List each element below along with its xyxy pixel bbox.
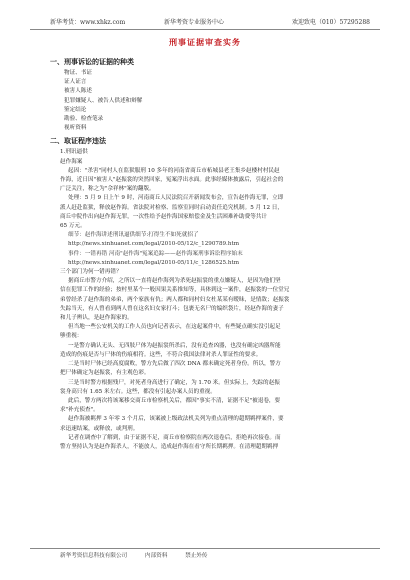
text-line: 起因："杀害"同村人在监狱服刑 10 多年的河南省商丘市柘城县老王集乡赵楼村村民赵 — [68, 167, 280, 174]
evidence-type-item: 证人证言 — [64, 79, 87, 86]
footer-divider — [30, 548, 380, 549]
text-line: 三是当时警方根据残尸，对死者身高进行了确定，为 1.70 米。但实际上，失踪的赵振 — [68, 379, 280, 386]
text-line: 失踪当天，有人曾看到两人曾在这名妇女家打斗；包裹无名尸的编织袋片，经赵作海的妻子 — [60, 305, 284, 312]
header-divider — [30, 29, 380, 30]
page-header — [24, 14, 386, 28]
text-line: 作海，近日因"被害人"赵振裳的突然回家，冤案浮出水面。此事经媒体披露后，引起社会的 — [60, 177, 284, 184]
reference-link-line: 细节：赵作海讲述刑讯逼供细节:打得生不如死就招了 — [68, 232, 199, 239]
text-line: 但当地一些公安机关的工作人员也向记者表示，在这起案件中，有些疑点确实没引起足 — [68, 324, 281, 331]
document-body — [50, 54, 380, 452]
case-analysis — [60, 277, 380, 452]
evidence-type-item: 勘验、检查笔录 — [64, 116, 104, 123]
subsection-heading: 1.刑讯逼供 — [60, 149, 88, 156]
evidence-type-item: 犯罪嫌疑人、被告人供述和辩解 — [64, 97, 143, 104]
evidence-type-item: 被害人陈述 — [64, 88, 92, 95]
text-line: 和儿子辨认，是赵作海家的。 — [60, 315, 133, 322]
text-line: 记者在调查中了解到，由于证据不足，商丘市检察院在两次退卷后，拒绝再次接卷。而 — [68, 434, 281, 441]
text-line: 裳身高只有 1.65 米左右。这些，都没有引起办案人员的重视。 — [60, 388, 216, 395]
footer-company: 新华考资信息科技有限公司 — [60, 553, 128, 559]
evidence-type-item: 物证、书证 — [64, 70, 92, 76]
text-line: 此后，警方两次将该案移交商丘市检察机关后，都因"事实不清，证据不足"被退卷，要 — [68, 397, 281, 404]
reference-link-line: 事件：一错再错 河南"赵作海"冤案追踪——赵作海案刑事诉讼程序始末 — [68, 250, 243, 257]
text-line: 一是警方确认无头、无四肢尸体为赵振裳所杀后，没有追查凶器，也没有确定凶器所能 — [68, 342, 281, 349]
question-line: 三个部门为何一错再错？ — [60, 269, 122, 276]
section-heading-1: 一、刑事诉讼的证据的种类 — [50, 57, 134, 66]
text-line: 广泛关注，称之为"佘祥林"案的翻版。 — [60, 186, 155, 193]
text-line: 二是当时尸体已经高度腐败，警方先后做了四次 DNA 都未确定死者身份。所以，警方 — [68, 361, 281, 368]
reference-links — [60, 231, 380, 268]
evidence-type-list — [60, 69, 380, 133]
text-line: 信在犯罪工作的经验；按村里某个一般因果关系推知等，具体到这一案件，赵振裳的一位堂兄 — [60, 287, 290, 294]
page-footer — [60, 551, 223, 559]
text-line: 警方坚持认为是赵作海杀人，不能放人，造成赵作海在看守所长期羁押。在清理超期羁押 — [60, 443, 279, 450]
text-line: 求"补充侦查"。 — [60, 407, 99, 414]
footer-internal: 内部资料 — [144, 553, 168, 559]
document-title: 刑事证据审查实务 — [169, 37, 241, 47]
header-phone: 欢迎致电（010）57295288 — [292, 19, 370, 26]
text-line: 据商丘市警方介绍，之所以一直将赵作海列为杀死赵振裳的重点嫌疑人，是因为他们坚 — [68, 278, 281, 285]
text-line: 造成的伤痕是否与尸体的伤痕相符。这些，不符合我国法律对杀人罪证性的要求。 — [60, 351, 262, 358]
text-line: 弟曾经杀了赵作海的弟弟，两个家族有仇；两人都和同村妇女杜某某有暧昧，是情敌；赵振裳 — [60, 296, 290, 303]
text-line: 够重视： — [60, 333, 83, 340]
header-center: 新华考资专业服务中心 — [164, 19, 225, 26]
section-heading-2: 二、取证程序违法 — [50, 136, 106, 146]
header-site: 新华考货：www.xhkz.com — [50, 19, 126, 26]
text-line: 65 万元。 — [60, 223, 86, 230]
case-title: 赵作海案 — [60, 158, 83, 165]
evidence-type-item: 视听资料 — [64, 125, 87, 132]
reference-link-line: http://news.xinhuanet.com/legal/2010-05/11/c_1286525.htm — [68, 259, 239, 266]
text-line: 商丘中院作出向赵作海无罪，一次性给予赵作海国家赔偿金及生活困难补助费等共计 — [60, 213, 267, 220]
text-line: 把尸体确定为赵振裳，有主观色彩。 — [60, 370, 150, 377]
case-description — [60, 167, 380, 231]
text-line: 处理：5 月 9 日上午 9 时，河南商丘人民法院召开新闻发布会，宣告赵作海无罪，立即 — [68, 195, 284, 202]
reference-link-line: http://news.xinhuanet.com/legal/2010-05/12/c_1290789.htm — [68, 241, 239, 248]
text-line: 求迅速结案，或释放，或判刑。 — [60, 425, 139, 432]
text-line: 派人赶赴监狱，释放赵作海。省法院对检察、监察室同时启动责任追究机制。5 月 12 日， — [60, 204, 283, 211]
text-line: 赵作海被羁押 3 年零 3 个月后，该案被上级政法机关列为重点清理的超期羁押案件，要 — [68, 416, 284, 423]
evidence-type-item: 鉴定结论 — [64, 106, 87, 113]
footer-restricted: 禁止外传 — [185, 553, 208, 559]
